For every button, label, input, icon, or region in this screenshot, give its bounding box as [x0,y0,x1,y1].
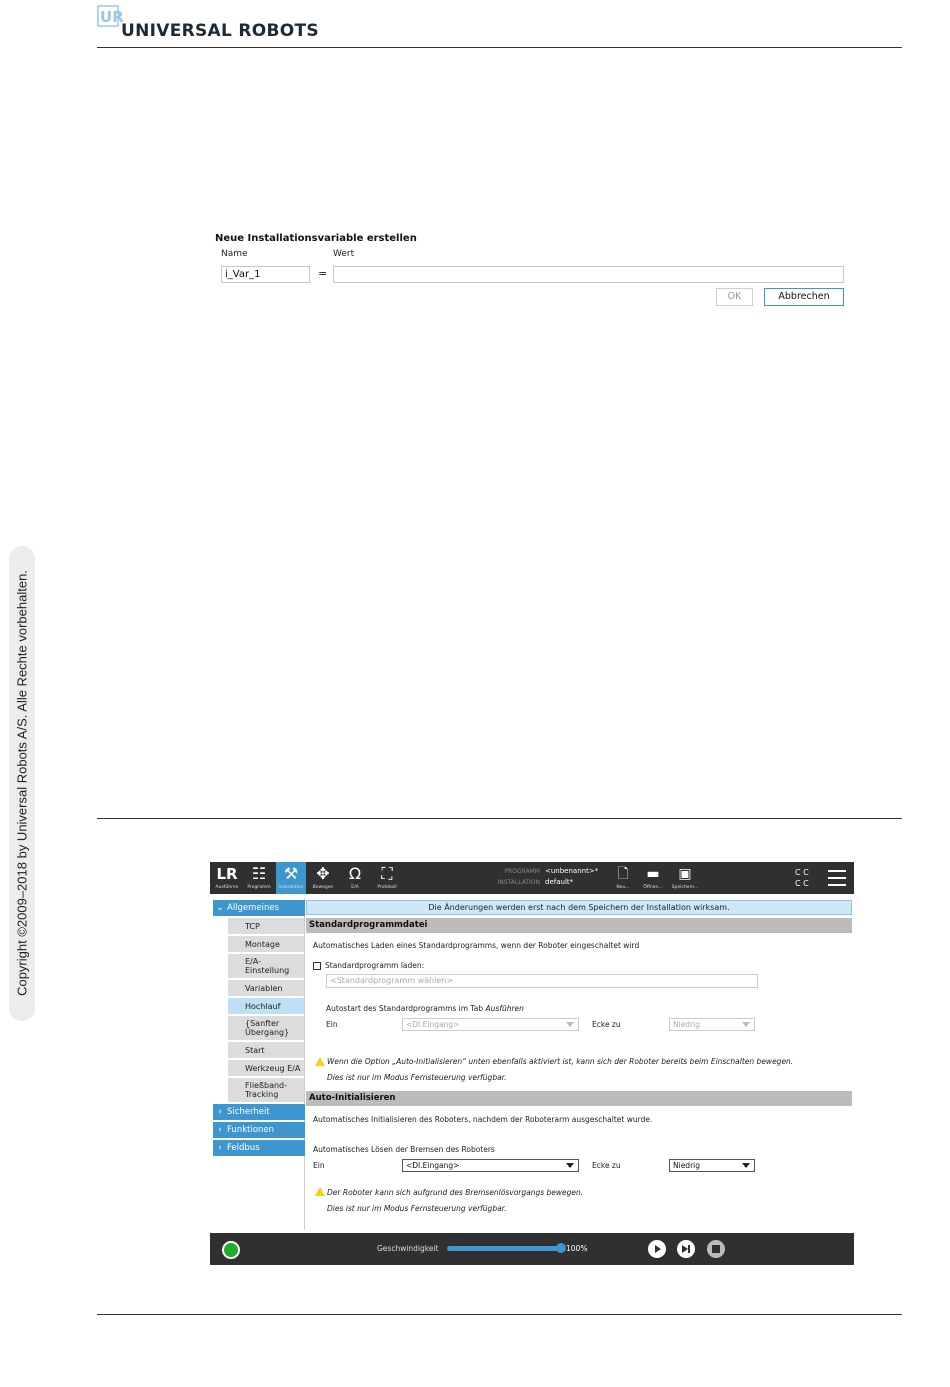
open-button-label: Öffnen... [643,885,663,890]
auto-init-desc: Automatisches Initialisieren des Roboters, nachdem der Roboterarm ausgeschaltet wurde. [313,1115,653,1124]
save-button[interactable] [670,865,700,893]
brake-edge-select[interactable] [669,1159,755,1172]
tab-io[interactable] [340,865,370,893]
tab-move[interactable] [308,865,338,893]
section-auto-init: Auto-Initialisieren [306,1091,852,1106]
dropdown-arrow-icon [742,1022,750,1027]
autostart-text: Autostart des Standardprogramms im Tab [326,1004,486,1013]
brand-name: UNIVERSAL ROBOTS [121,21,319,41]
run-icon: LR [216,865,238,883]
program-icon: ☷ [251,864,267,883]
autostart-tab: Ausführen [485,1004,524,1013]
cancel-button[interactable]: Abbrechen [764,288,844,306]
installation-value: default* [545,878,574,886]
save-notice: Die Änderungen werden erst nach dem Speichern der Installation wirksam. [306,900,852,915]
autostart-edge-label: Ecke zu [592,1020,621,1029]
open-button[interactable] [638,865,668,893]
ok-button[interactable]: OK [716,288,753,306]
stop-icon [712,1245,720,1253]
sidebar-fieldbus[interactable] [213,1140,305,1156]
warning-icon [315,1057,325,1066]
brake-remote-note: Dies ist nur im Modus Fernsteuerung verfügbar. [327,1204,507,1213]
chevron-right-icon: › [218,1143,222,1153]
dropdown-arrow-icon [566,1022,574,1027]
svg-text:UR: UR [100,8,124,26]
sidebar-functions-label: Funktionen [227,1125,275,1135]
brake-input-value: <DI.Eingang> [406,1161,460,1170]
play-icon [655,1245,661,1253]
speed-slider[interactable] [447,1246,561,1251]
sidebar-fieldbus-label: Feldbus [227,1143,260,1153]
sidebar-security-label: Sicherheit [227,1107,270,1117]
autostart-edge-select[interactable] [669,1018,755,1031]
tab-run[interactable] [212,865,242,893]
tab-installation-label: Installation [278,885,304,890]
sidebar-general[interactable] [213,900,305,916]
default-program-input[interactable]: <Standardprogramm wählen> [326,974,758,988]
autostart-label [326,1004,524,1013]
sidebar-item-tcp[interactable]: TCP [228,918,304,934]
load-default-label: Standardprogramm laden: [325,961,425,970]
tab-log[interactable] [372,865,402,893]
power-status-icon[interactable] [222,1241,240,1259]
installation-label: INSTALLATION [497,879,540,886]
load-default-checkbox[interactable] [313,962,321,970]
move-icon: ✥ [316,864,330,883]
tab-run-label: Ausführen [215,885,239,890]
stop-button[interactable] [707,1240,725,1258]
dropdown-arrow-icon [566,1163,574,1168]
sidebar-item-startup[interactable]: Hochlauf [228,998,304,1014]
chevron-right-icon: › [218,1125,222,1135]
program-label: PROGRAMM [504,868,540,875]
copyright-text: Copyright ©2009–2018 by Universal Robots A/S. Alle Rechte vorbehalten. [14,570,30,996]
robot-ui-screenshot [210,862,854,1265]
sidebar-security[interactable] [213,1104,305,1120]
dropdown-arrow-icon [742,1163,750,1168]
speed-value: 100% [566,1244,588,1253]
warning-icon [315,1187,325,1196]
autostart-remote-note: Dies ist nur im Modus Fernsteuerung verfügbar. [327,1073,507,1082]
autostart-input-select[interactable] [402,1018,579,1031]
copyright-tab [9,546,35,1021]
tab-program-label: Programm [247,885,271,890]
autostart-input-value: <DI.Eingang> [406,1020,460,1029]
step-button[interactable] [677,1240,695,1258]
mode-indicator[interactable]: C C C C [795,868,809,888]
bottom-bar [210,1233,854,1265]
section-divider [97,818,902,819]
header-divider [97,47,902,48]
value-input[interactable] [333,266,844,283]
new-button-label: Neu... [616,885,630,890]
content-panel [306,898,852,1230]
sidebar-item-mounting[interactable]: Montage [228,936,304,952]
brake-edge-value: Niedrig [673,1161,700,1170]
brake-on-label: Ein [313,1161,325,1170]
log-icon: ⛶ [381,864,393,883]
program-value: <unbenannt>* [545,867,599,875]
default-program-desc: Automatisches Laden eines Standardprogramms, wenn der Roboter eingeschaltet wird [313,941,640,950]
menu-icon[interactable] [828,870,846,886]
new-button[interactable] [608,865,638,893]
brake-warning: Der Roboter kann sich aufgrund des Bremsenlösvorgangs bewegen. [327,1188,584,1197]
folder-icon: ▬ [646,866,660,882]
sidebar-item-home[interactable]: Start [228,1042,304,1058]
tab-log-label: Protokoll [377,885,397,890]
footer-divider [97,1314,902,1315]
new-file-icon: 🗋 [617,866,629,882]
sidebar-general-label: Allgemeines [227,903,280,913]
tab-io-label: E/A [351,885,359,890]
save-icon: ▣ [678,866,692,882]
autostart-edge-value: Niedrig [673,1020,700,1029]
dialog-title: Neue Installationsvariable erstellen [215,233,417,244]
sidebar-item-conveyor-tracking[interactable]: Fließband- Tracking [228,1078,304,1102]
tab-move-label: Bewegen [312,885,334,890]
speed-slider-handle[interactable] [556,1243,566,1253]
brake-release-label: Automatisches Lösen der Bremsen des Roboters [313,1145,495,1154]
section-default-program: Standardprogrammdatei [306,918,852,933]
save-button-label: Speichern... [671,885,699,890]
sidebar-functions[interactable] [213,1122,305,1138]
value-label: Wert [333,249,355,259]
tab-installation[interactable] [276,862,306,894]
autostart-on-label: Ein [326,1020,338,1029]
chevron-right-icon: › [218,1107,222,1117]
sidebar-item-io-setup[interactable]: E/A- Einstellung [228,954,304,978]
installation-icon: ⚒ [283,864,299,883]
speed-slider-fill [447,1246,561,1251]
sidebar-item-smooth-transition[interactable]: {Sanfter Übergang} [228,1016,304,1040]
equals-sign: = [318,267,328,280]
autostart-warning: Wenn die Option „Auto-Initialisieren“ unten ebenfalls aktiviert ist, kann sich der Roboter bereits beim Einschalten bewegen. [327,1057,794,1066]
top-bar [210,862,854,894]
brake-input-select[interactable] [402,1159,579,1172]
brake-edge-label: Ecke zu [592,1161,621,1170]
ur-logo-icon [97,5,124,27]
name-input[interactable]: i_Var_1 [221,266,310,283]
sidebar-item-tool-io[interactable]: Werkzeug E/A [228,1060,304,1076]
tab-program[interactable] [244,865,274,893]
name-label: Name [221,249,248,259]
play-button[interactable] [648,1240,666,1258]
sidebar [212,898,305,1230]
speed-label: Geschwindigkeit [377,1244,439,1253]
sidebar-item-variables[interactable]: Variablen [228,980,304,996]
io-icon: Ω [348,864,362,883]
chevron-down-icon: ⌄ [216,903,224,913]
